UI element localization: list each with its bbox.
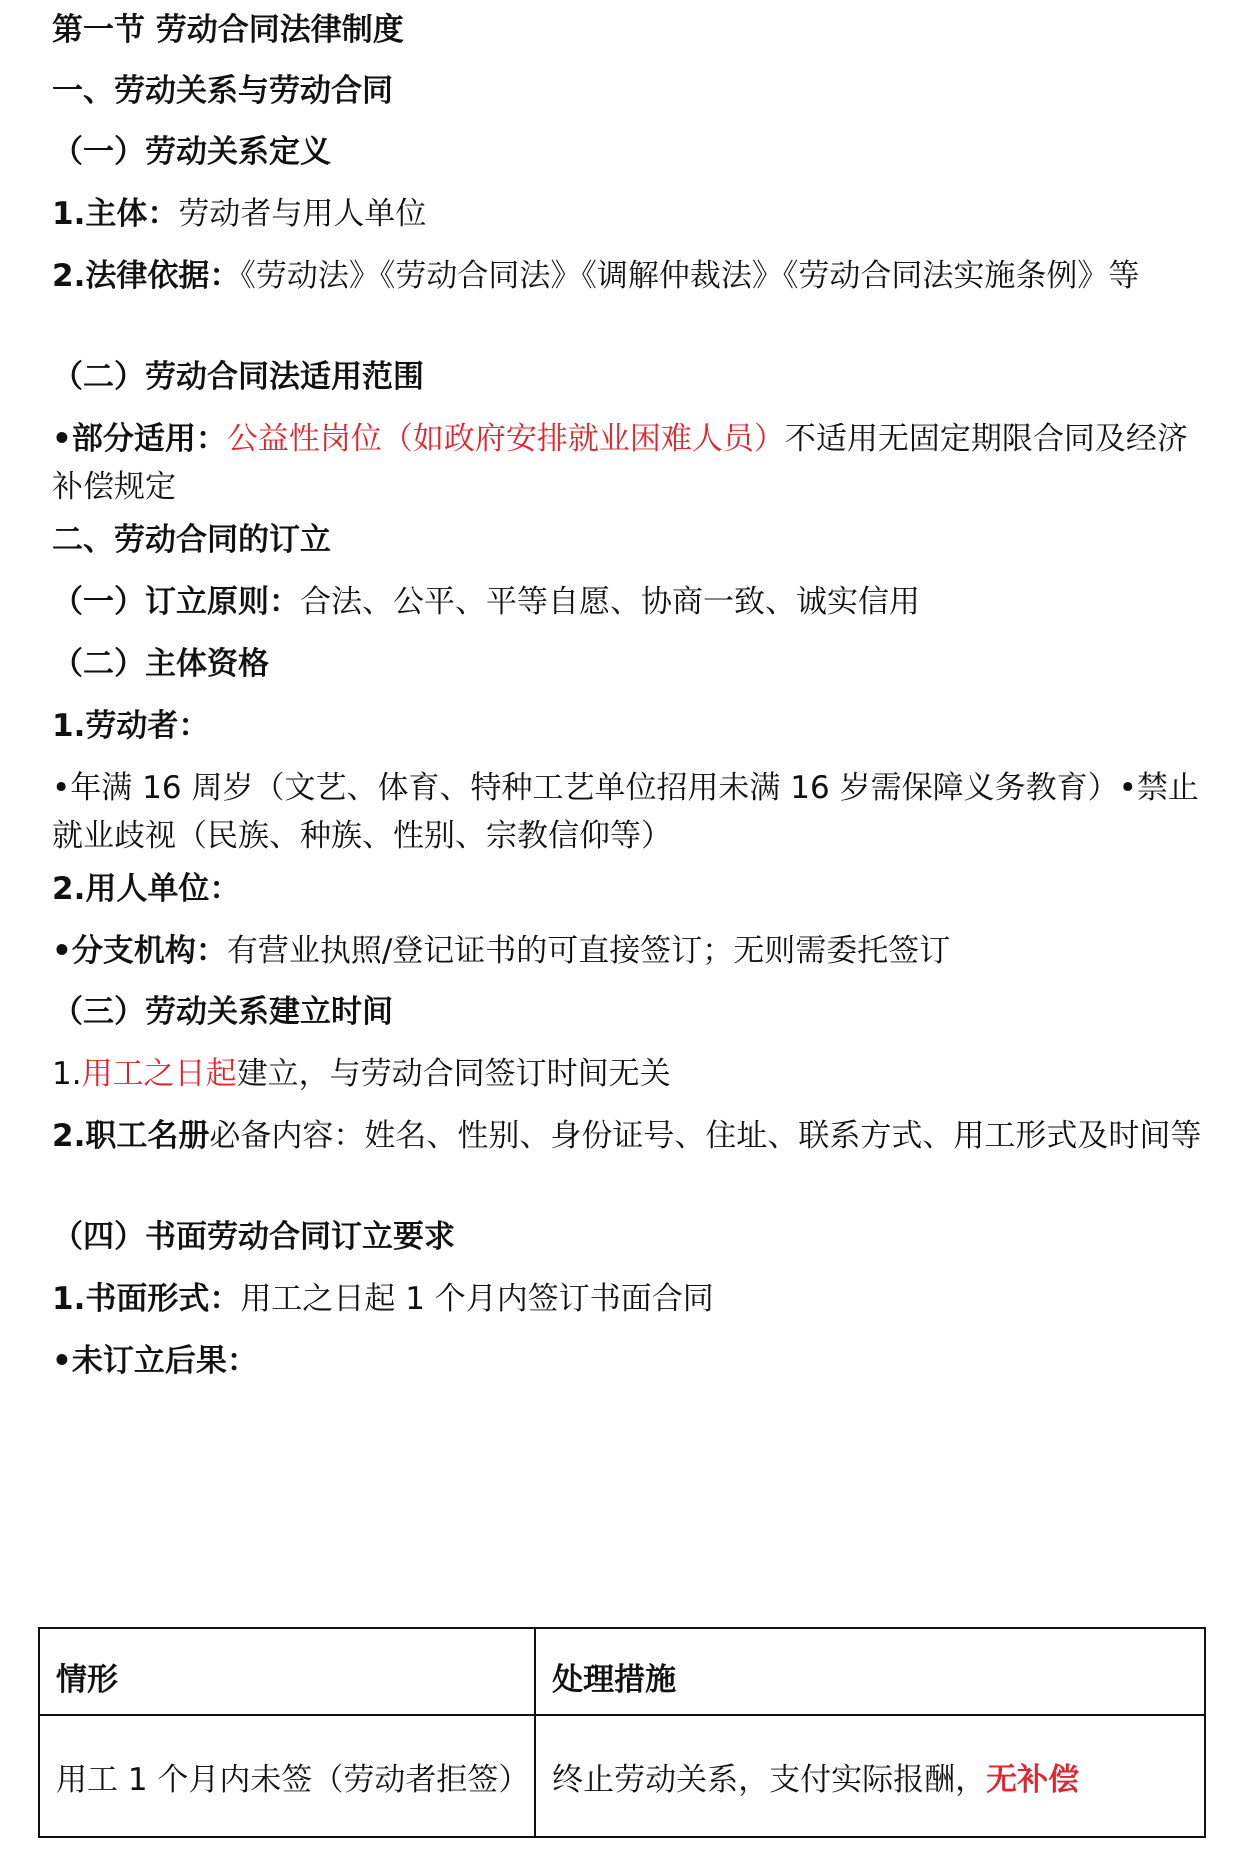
- definition-item-legal-basis: [52, 252, 1205, 300]
- worker-label: 1.劳动者：: [52, 708, 210, 744]
- written-form-item: [52, 1275, 1205, 1323]
- employer-label: 2.用人单位：: [52, 871, 241, 907]
- bullet-text: 有营业执照/登记证书的可直接签订；无则需委托签订: [226, 933, 951, 969]
- part2-sub3-heading: （三）劳动关系建立时间: [52, 994, 393, 1030]
- item-label: 2.法律依据：: [52, 258, 241, 294]
- principles-text: 合法、公平、平等自愿、协商一致、诚实信用: [300, 584, 920, 620]
- highlight-text: 用工之日起: [81, 1056, 237, 1092]
- item-text: 必备内容：姓名、性别、身份证号、住址、联系方式、用工形式及时间等: [209, 1118, 1202, 1154]
- branch-bullet: [52, 927, 1205, 975]
- item-label: 1.主体：: [52, 196, 179, 232]
- definition-item-subject: [52, 190, 1205, 238]
- item-text: 用工之日起 1 个月内签订书面合同: [240, 1281, 714, 1317]
- item-text: 劳动者与用人单位: [178, 196, 427, 232]
- item-prefix: 1.: [52, 1056, 82, 1092]
- part2-sub2-heading: （二）主体资格: [52, 646, 269, 682]
- table-header-cell: 处理措施: [535, 1628, 1205, 1715]
- item-text: 建立，与劳动合同签订时间无关: [236, 1056, 671, 1092]
- measure-text: 终止劳动关系，支付实际报酬，: [552, 1761, 987, 1798]
- item-label: 2.职工名册: [52, 1118, 210, 1154]
- roster-item: [52, 1112, 1205, 1160]
- bullet-label: •部分适用：: [52, 421, 227, 457]
- part2-heading: 二、劳动合同的订立: [52, 522, 331, 558]
- table-cell-measure: [535, 1715, 1205, 1837]
- principles-heading: （一）订立原则：: [52, 584, 300, 620]
- scope-bullet: [52, 415, 1205, 511]
- part1-sub1-heading: （一）劳动关系定义: [52, 134, 331, 170]
- worker-bullets: •年满 16 周岁（文艺、体育、特种工艺单位招用未满 16 岁需保障义务教育）•禁止就业歧视（民族、种族、性别、宗教信仰等）: [52, 770, 1199, 854]
- establish-time-item: [52, 1050, 1205, 1098]
- principles-line: [52, 578, 1205, 626]
- consequence-table: [38, 1627, 1206, 1838]
- bullet-label: •分支机构：: [52, 933, 227, 969]
- section-title: 第一节 劳动合同法律制度: [52, 12, 404, 48]
- highlight-text: 公益性岗位（如政府安排就业困难人员）: [226, 421, 785, 457]
- table-header-cell: 情形: [39, 1628, 535, 1715]
- bullet-text: 不适用无固定期限合同及经济补偿规定: [52, 421, 1188, 505]
- table-cell-case: 用工 1 个月内未签（劳动者拒签）: [39, 1715, 535, 1837]
- part1-heading: 一、劳动关系与劳动合同: [52, 73, 393, 109]
- item-text: 《劳动法》《劳动合同法》《调解仲裁法》《劳动合同法实施条例》等: [240, 258, 1140, 294]
- part1-sub2-heading: （二）劳动合同法适用范围: [52, 359, 424, 395]
- part2-sub4-heading: （四）书面劳动合同订立要求: [52, 1219, 455, 1255]
- table-row: [39, 1715, 1205, 1837]
- consequence-bullet: •未订立后果：: [52, 1343, 258, 1379]
- item-label: 1.书面形式：: [52, 1281, 241, 1317]
- measure-highlight: 无补偿: [986, 1761, 1080, 1798]
- table-header-row: [39, 1628, 1205, 1715]
